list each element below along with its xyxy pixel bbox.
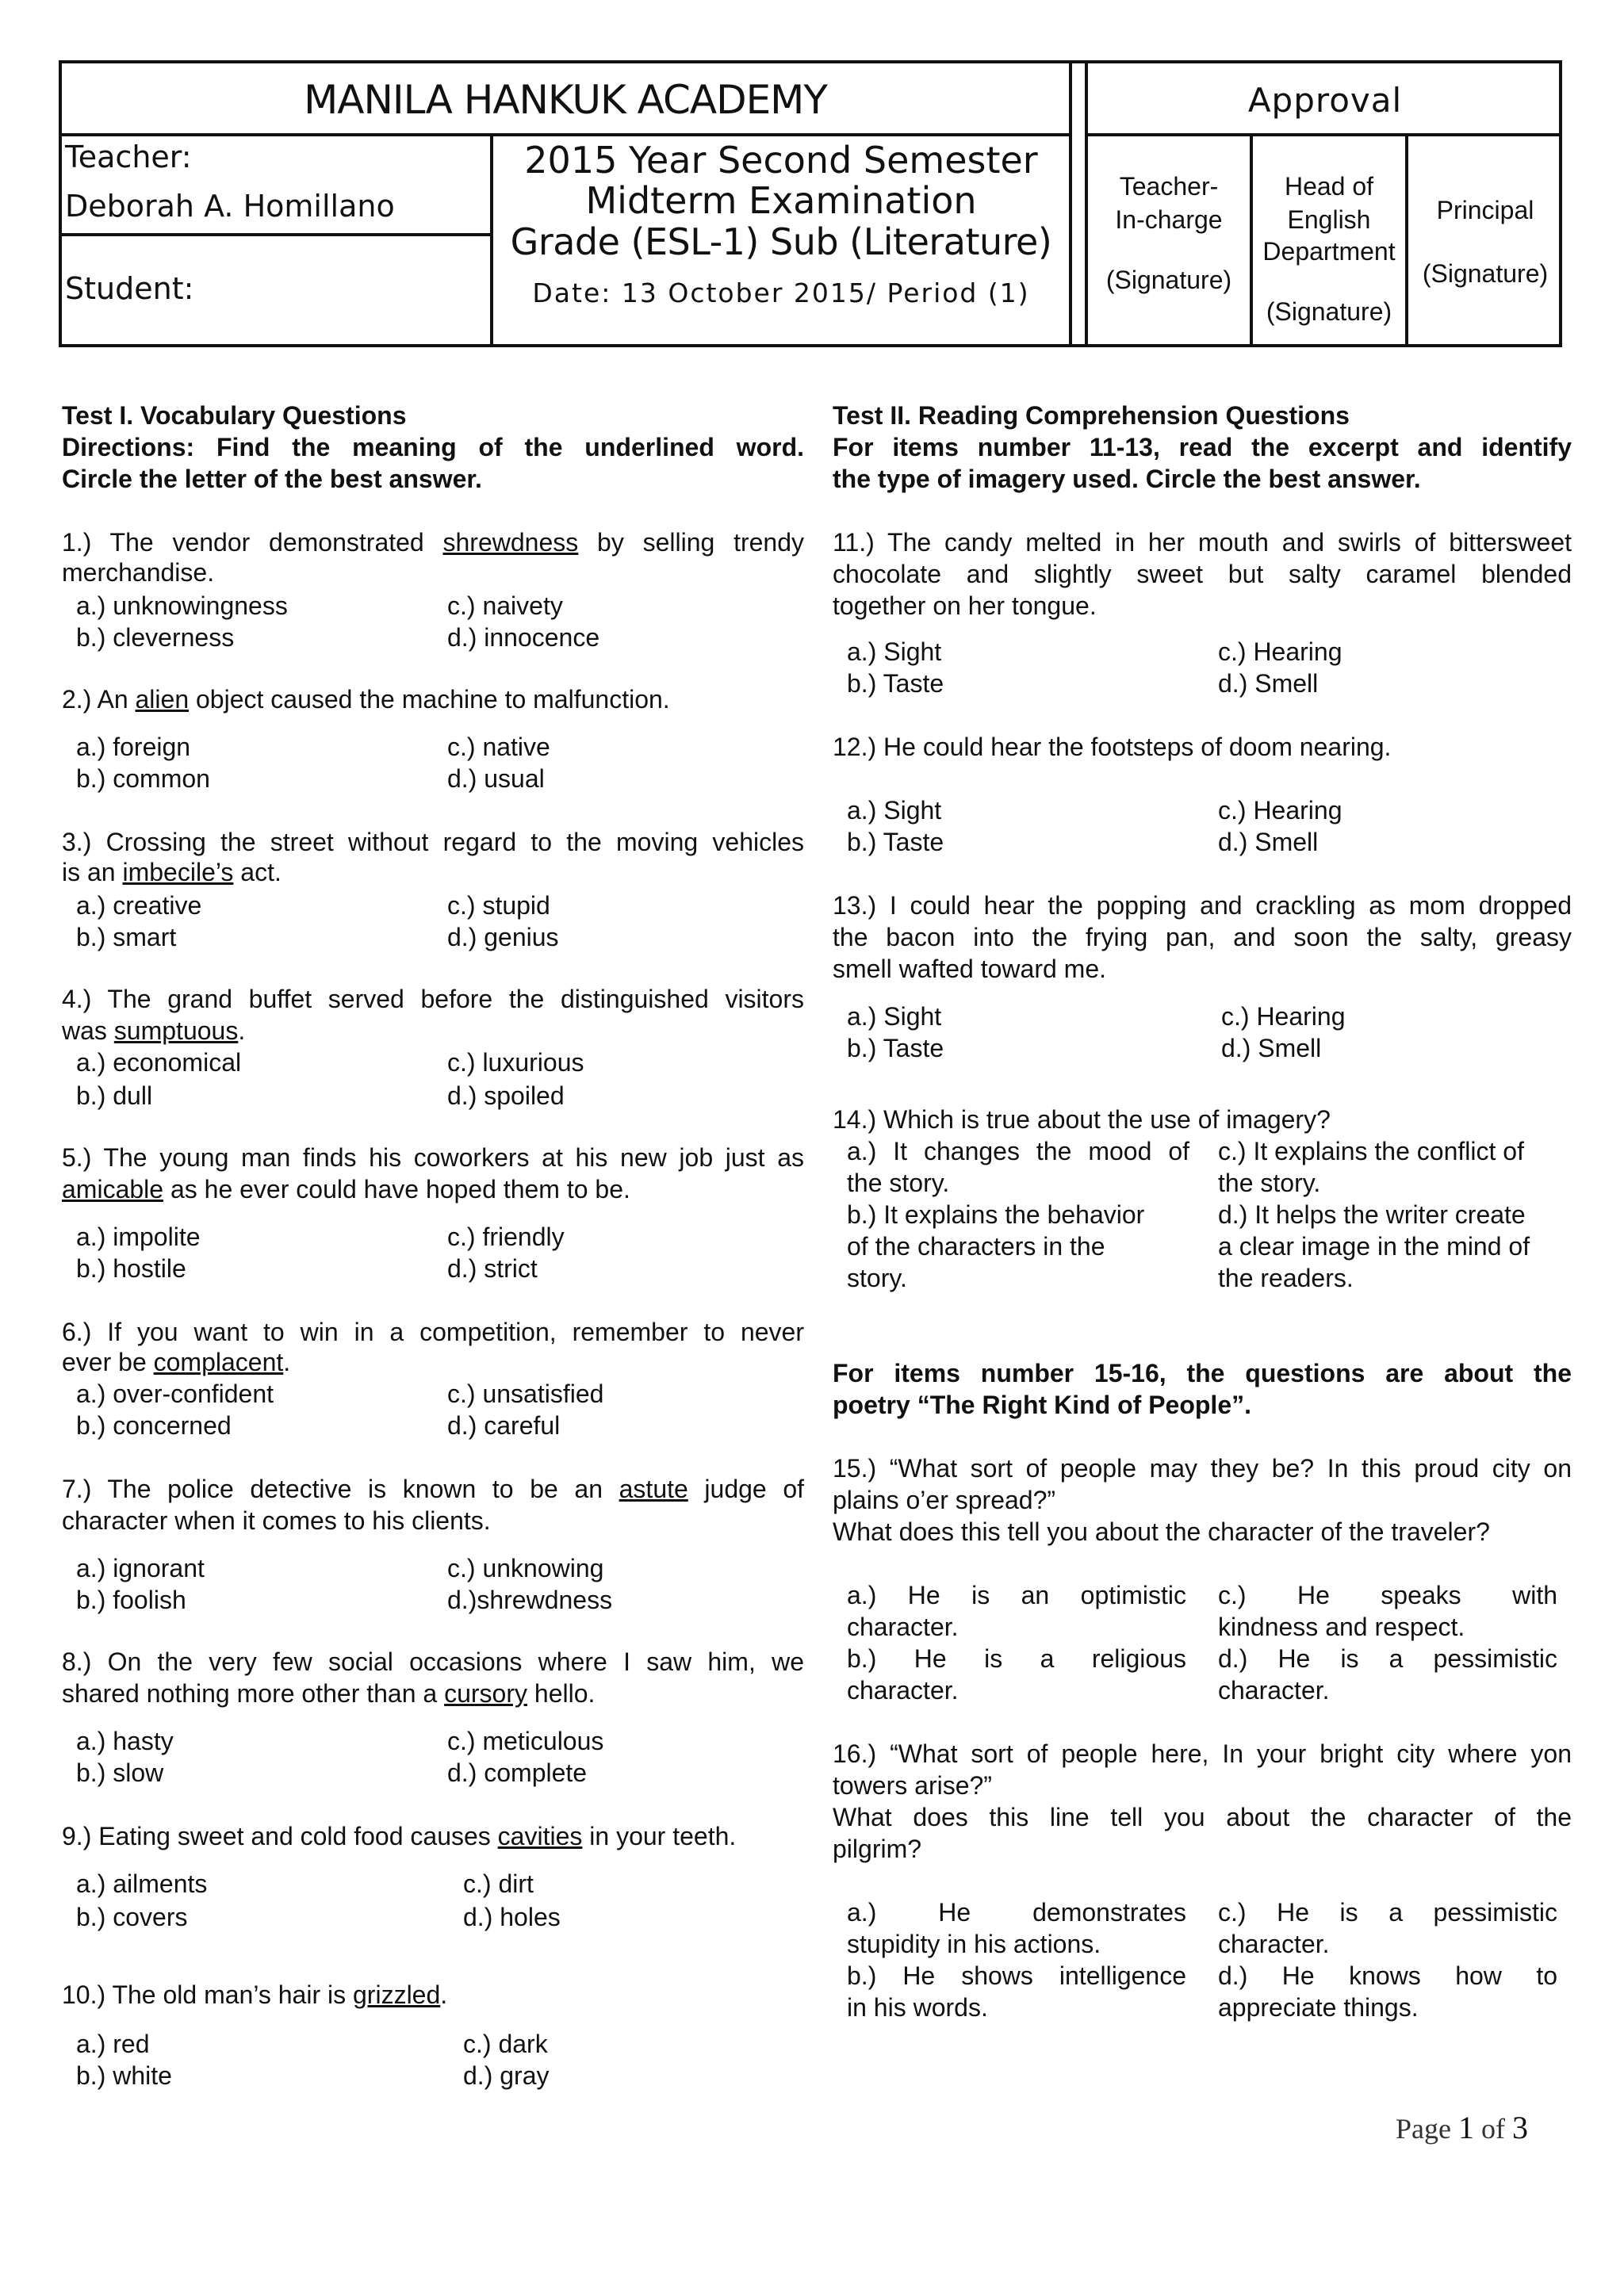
page-word: Page <box>1396 2113 1451 2145</box>
q8-option-d[interactable]: d.) complete <box>447 1758 588 1787</box>
q12-option-d[interactable]: d.) Smell <box>1218 828 1319 856</box>
q7-text: 7.) The police detective is known to be an <box>62 1475 619 1503</box>
q15-option-b-cont[interactable]: character. <box>847 1676 959 1705</box>
q9-option-a[interactable]: a.) ailments <box>76 1869 208 1898</box>
q14-option-b-cont[interactable]: of the characters in the <box>847 1232 1105 1261</box>
exam-date: Date: 13 October 2015/ Period (1) <box>532 277 1030 308</box>
q4-stem: 4.) The grand buffet served before the distinguished visitors <box>62 985 804 1013</box>
q16-stem: pilgrim? <box>833 1835 922 1863</box>
q9-option-d[interactable]: d.) holes <box>463 1903 561 1931</box>
exam-semester: 2015 Year Second Semester <box>524 139 1038 182</box>
q1-text: by selling trendy <box>578 528 805 557</box>
q1-underlined-word: shrewdness <box>442 528 579 557</box>
teacher-label: Teacher: <box>65 140 192 174</box>
test2-title: Test II. Reading Comprehension Questions <box>833 401 1350 430</box>
q13-stem: the bacon into the frying pan, and soon the salty, greasy <box>833 923 1572 951</box>
q6-option-d[interactable]: d.) careful <box>447 1411 561 1440</box>
test2-directions-2: the type of imagery used. Circle the best answer. <box>833 465 1421 493</box>
q4-option-d[interactable]: d.) spoiled <box>447 1081 565 1110</box>
q5-text: as he ever could have hoped them to be. <box>163 1175 630 1203</box>
q14-option-d-cont[interactable]: a clear image in the mind of <box>1218 1232 1530 1261</box>
q11-option-d[interactable]: d.) Smell <box>1218 669 1319 698</box>
test1-directions-1: Directions: Find the meaning of the underlined word. <box>62 433 804 461</box>
q2-option-b[interactable]: b.) common <box>76 764 210 793</box>
q15-option-a[interactable]: a.) He is an optimistic <box>847 1581 1186 1609</box>
q7-option-c[interactable]: c.) unknowing <box>447 1554 604 1582</box>
q13-stem: 13.) I could hear the popping and crackling as mom dropped <box>833 891 1572 920</box>
q2-text: object caused the machine to malfunction. <box>189 685 670 714</box>
q10-option-d[interactable]: d.) gray <box>463 2061 550 2090</box>
q12-option-c[interactable]: c.) Hearing <box>1218 796 1342 825</box>
q15-option-d-cont[interactable]: character. <box>1218 1676 1330 1705</box>
q7-text: judge of <box>688 1475 805 1503</box>
q1-option-c[interactable]: c.) naivety <box>447 591 563 620</box>
q4-underlined-word: sumptuous <box>113 1016 239 1045</box>
q10-text: 10.) The old man’s hair is <box>62 1980 353 2009</box>
q16-option-d[interactable]: d.) He knows how to <box>1218 1961 1557 1990</box>
q6-text: ever be <box>62 1348 154 1376</box>
exam-grade-subject: Grade (ESL-1) Sub (Literature) <box>510 220 1052 263</box>
q1-stem-cont: merchandise. <box>62 558 215 587</box>
q10-option-b[interactable]: b.) white <box>76 2061 172 2090</box>
q4-stem-cont <box>62 1015 245 1047</box>
q16-option-b-cont[interactable]: in his words. <box>847 1993 988 2022</box>
q3-stem-cont <box>62 856 282 888</box>
q6-stem-cont <box>62 1346 290 1378</box>
q8-underlined-word: cursory <box>444 1679 527 1708</box>
q10-option-a[interactable]: a.) red <box>76 2030 150 2058</box>
q1-stem <box>62 526 804 558</box>
q10-text: . <box>440 1980 448 2009</box>
test2-directions-4: poetry “The Right Kind of People”. <box>833 1391 1251 1419</box>
q16-option-b[interactable]: b.) He shows intelligence <box>847 1961 1186 1990</box>
q12-stem: 12.) He could hear the footsteps of doom nearing. <box>833 733 1392 761</box>
sig-line: (Signature) <box>1422 259 1549 288</box>
q6-option-b[interactable]: b.) concerned <box>76 1411 232 1440</box>
page-of-word: of <box>1480 2113 1505 2145</box>
q4-option-a[interactable]: a.) economical <box>76 1048 242 1077</box>
q3-text: act. <box>233 858 282 886</box>
q5-stem-cont <box>62 1173 630 1205</box>
q6-text: . <box>283 1348 291 1376</box>
q3-option-d[interactable]: d.) genius <box>447 923 559 951</box>
test1-title: Test I. Vocabulary Questions <box>62 401 407 430</box>
q9-underlined-word: cavities <box>497 1822 583 1850</box>
q15-stem: 15.) “What sort of people may they be? In this proud city on <box>833 1454 1572 1483</box>
q15-stem: plains o’er spread?” <box>833 1486 1056 1514</box>
q3-option-a[interactable]: a.) creative <box>76 891 202 920</box>
signature-teacher-in-charge <box>1088 136 1250 347</box>
q14-option-a[interactable]: a.) It changes the mood of <box>847 1137 1189 1165</box>
q12-option-a[interactable]: a.) Sight <box>847 796 942 825</box>
sig-line: (Signature) <box>1266 297 1392 326</box>
q13-option-a[interactable]: a.) Sight <box>847 1002 942 1031</box>
q10-underlined-word: grizzled <box>353 1980 441 2009</box>
q11-option-c[interactable]: c.) Hearing <box>1218 637 1342 666</box>
q9-text: in your teeth. <box>582 1822 737 1850</box>
q6-option-a[interactable]: a.) over-confident <box>76 1380 274 1408</box>
q11-stem: chocolate and slightly sweet but salty caramel blended <box>833 560 1572 588</box>
q2-stem <box>62 683 670 715</box>
sig-line: Head of <box>1284 172 1374 201</box>
q5-underlined-word: amicable <box>62 1175 164 1203</box>
q7-stem <box>62 1473 804 1505</box>
q9-option-b[interactable]: b.) covers <box>76 1903 188 1931</box>
q11-stem: 11.) The candy melted in her mouth and swirls of bittersweet <box>833 528 1572 557</box>
q6-option-c[interactable]: c.) unsatisfied <box>447 1380 604 1408</box>
q15-option-a-cont[interactable]: character. <box>847 1613 959 1641</box>
test2-directions-1: For items number 11-13, read the excerpt and identify <box>833 433 1572 461</box>
q3-option-c[interactable]: c.) stupid <box>447 891 550 920</box>
q2-option-d[interactable]: d.) usual <box>447 764 545 793</box>
q1-option-b[interactable]: b.) cleverness <box>76 623 235 652</box>
q15-option-b[interactable]: b.) He is a religious <box>847 1644 1186 1673</box>
q13-option-c[interactable]: c.) Hearing <box>1221 1002 1346 1031</box>
sig-line: In-charge <box>1115 205 1223 234</box>
q16-option-d-cont[interactable]: appreciate things. <box>1218 1993 1419 2022</box>
q2-underlined-word: alien <box>135 685 190 714</box>
q10-stem <box>62 1979 447 2011</box>
q11-option-b[interactable]: b.) Taste <box>847 669 944 698</box>
q1-option-a[interactable]: a.) unknowingness <box>76 591 288 620</box>
q13-stem: smell wafted toward me. <box>833 955 1107 983</box>
q2-option-a[interactable]: a.) foreign <box>76 733 191 761</box>
q16-stem: What does this line tell you about the character of the <box>833 1803 1572 1831</box>
approval-heading: Approval <box>1247 80 1403 120</box>
q13-option-d[interactable]: d.) Smell <box>1221 1034 1322 1062</box>
q14-option-d[interactable]: d.) It helps the writer create <box>1218 1200 1526 1229</box>
q10-option-c[interactable]: c.) dark <box>463 2030 548 2058</box>
q9-option-c[interactable]: c.) dirt <box>463 1869 534 1898</box>
student-label: Student: <box>65 271 194 306</box>
page-number <box>1396 2109 1528 2146</box>
teacher-name: Deborah A. Homillano <box>65 189 395 224</box>
q6-underlined-word: complacent <box>153 1348 284 1376</box>
exam-header <box>59 60 1562 347</box>
q14-stem: 14.) Which is true about the use of imagery? <box>833 1105 1331 1134</box>
q8-text: shared nothing more other than a <box>62 1679 445 1708</box>
q15-stem: What does this tell you about the character of the traveler? <box>833 1517 1490 1546</box>
q14-option-b[interactable]: b.) It explains the behavior <box>847 1200 1145 1229</box>
q14-option-c[interactable]: c.) It explains the conflict of <box>1218 1137 1524 1165</box>
test1-directions-2: Circle the letter of the best answer. <box>62 465 482 493</box>
q4-option-b[interactable]: b.) dull <box>76 1081 153 1110</box>
school-name: MANILA HANKUK ACADEMY <box>304 77 827 123</box>
sig-line: English <box>1287 205 1371 234</box>
q8-stem-cont <box>62 1678 595 1709</box>
q6-stem: 6.) If you want to win in a competition, remember to never <box>62 1318 804 1346</box>
q16-stem: towers arise?” <box>833 1771 992 1800</box>
q11-option-a[interactable]: a.) Sight <box>847 637 942 666</box>
q3-stem: 3.) Crossing the street without regard to the moving vehicles <box>62 828 804 856</box>
q4-text: . <box>238 1016 246 1045</box>
q15-option-c-cont[interactable]: kindness and respect. <box>1218 1613 1465 1641</box>
sig-line: (Signature) <box>1105 266 1232 294</box>
q5-option-b[interactable]: b.) hostile <box>76 1254 186 1283</box>
q16-option-a-cont[interactable]: stupidity in his actions. <box>847 1930 1101 1958</box>
q14-option-d-cont[interactable]: the readers. <box>1218 1264 1354 1292</box>
q5-option-c[interactable]: c.) friendly <box>447 1223 565 1251</box>
q16-stem: 16.) “What sort of people here, In your bright city where yon <box>833 1739 1572 1768</box>
q5-stem: 5.) The young man finds his coworkers at his new job just as <box>62 1143 804 1172</box>
signature-head-english <box>1253 136 1405 347</box>
q8-stem: 8.) On the very few social occasions where I saw him, we <box>62 1647 804 1676</box>
q15-option-d[interactable]: d.) He is a pessimistic <box>1218 1644 1557 1673</box>
q9-text: 9.) Eating sweet and cold food causes <box>62 1822 498 1850</box>
q7-option-b[interactable]: b.) foolish <box>76 1586 186 1614</box>
q14-option-a-cont[interactable]: the story. <box>847 1169 950 1197</box>
q3-option-b[interactable]: b.) smart <box>76 923 177 951</box>
q7-option-d[interactable]: d.)shrewdness <box>447 1586 613 1614</box>
sig-line: Teacher- <box>1119 172 1219 201</box>
signature-principal <box>1408 136 1562 347</box>
sig-line: Department <box>1262 237 1396 266</box>
q5-option-a[interactable]: a.) impolite <box>76 1223 201 1251</box>
q9-stem <box>62 1820 736 1852</box>
q13-option-b[interactable]: b.) Taste <box>847 1034 944 1062</box>
q11-stem: together on her tongue. <box>833 591 1097 620</box>
q16-option-c-cont[interactable]: character. <box>1218 1930 1330 1958</box>
q7-stem-cont: character when it comes to his clients. <box>62 1506 491 1535</box>
q4-option-c[interactable]: c.) luxurious <box>447 1048 584 1077</box>
q16-option-c[interactable]: c.) He is a pessimistic <box>1218 1898 1557 1927</box>
q3-underlined-word: imbecile’s <box>122 858 234 886</box>
q8-option-b[interactable]: b.) slow <box>76 1758 164 1787</box>
q8-text: hello. <box>527 1679 596 1708</box>
q5-option-d[interactable]: d.) strict <box>447 1254 538 1283</box>
test2-directions-3: For items number 15-16, the questions are about the <box>833 1359 1572 1387</box>
sig-line: Principal <box>1436 196 1534 224</box>
page-total: 3 <box>1511 2110 1528 2145</box>
q8-option-c[interactable]: c.) meticulous <box>447 1727 604 1755</box>
q8-option-a[interactable]: a.) hasty <box>76 1727 174 1755</box>
q16-option-a[interactable]: a.) He demonstrates <box>847 1898 1186 1927</box>
q1-text: 1.) The vendor demonstrated <box>62 528 443 557</box>
q4-text: was <box>62 1016 114 1045</box>
exam-type: Midterm Examination <box>585 179 977 222</box>
q7-underlined-word: astute <box>619 1475 688 1503</box>
q7-option-a[interactable]: a.) ignorant <box>76 1554 205 1582</box>
q12-option-b[interactable]: b.) Taste <box>847 828 944 856</box>
q14-option-b-cont[interactable]: story. <box>847 1264 907 1292</box>
q2-text: 2.) An <box>62 685 136 714</box>
q1-option-d[interactable]: d.) innocence <box>447 623 600 652</box>
exam-title-block <box>493 140 1069 317</box>
q3-text: is an <box>62 858 123 886</box>
q2-option-c[interactable]: c.) native <box>447 733 550 761</box>
page-current: 1 <box>1457 2110 1474 2145</box>
q14-option-c-cont[interactable]: the story. <box>1218 1169 1321 1197</box>
q15-option-c[interactable]: c.) He speaks with <box>1218 1581 1557 1609</box>
